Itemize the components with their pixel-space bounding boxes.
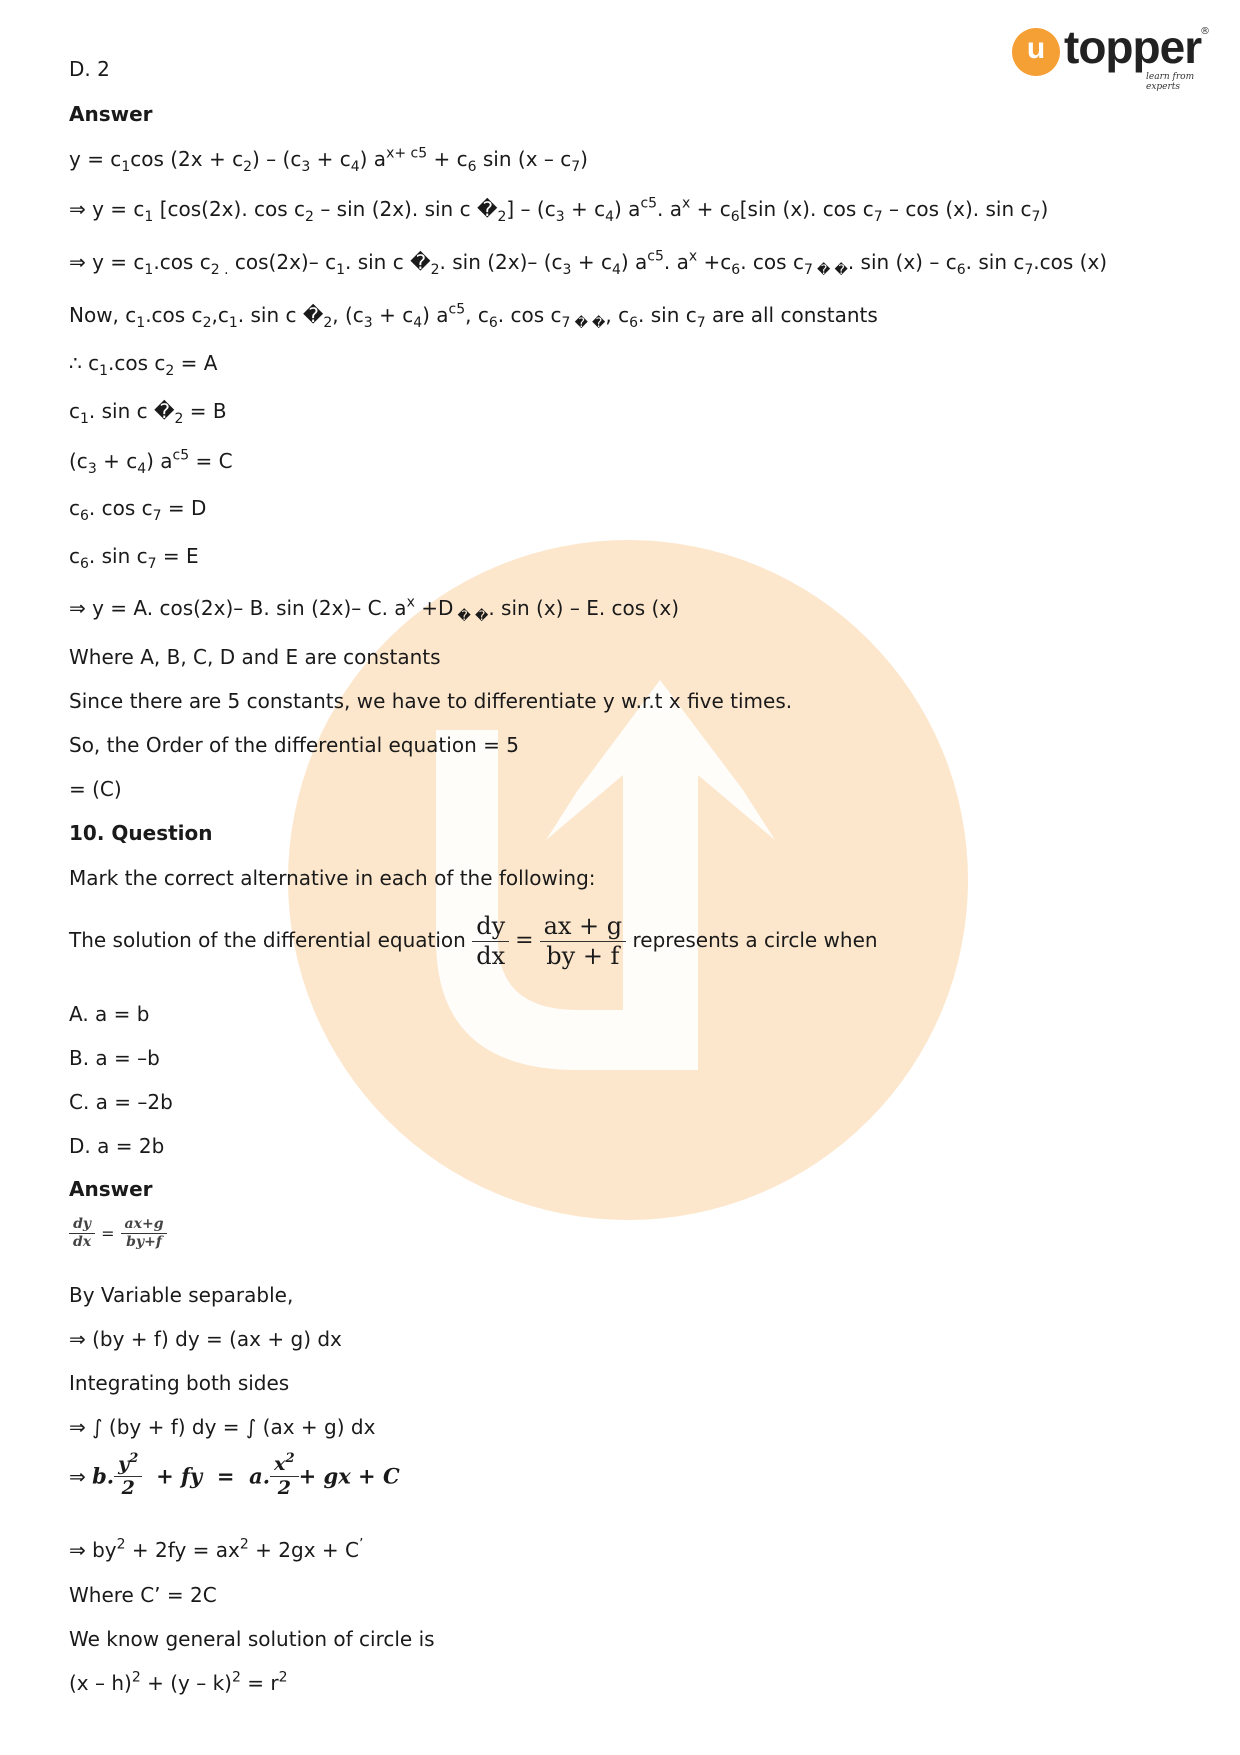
option-a: A. a = b [69, 1002, 150, 1026]
step-separate: ⇒ (by + f) dy = (ax + g) dx [69, 1327, 342, 1351]
option-d: D. 2 [69, 57, 110, 81]
logo-tagline: learn from experts [1146, 72, 1195, 92]
circle-form: ⇒ $by^2 + 2fy = ax^2 + 2gx + C^’$ [69, 1536, 364, 1562]
circle-equation: $(x - h)^2 + (y - k)^2 = r^2$ [69, 1669, 288, 1695]
define-b: $c_1$. sin c $�_2 = B$ [69, 399, 227, 427]
constants-statement: Now, $c_1.\cos$ $c_2,c_1$. sin c $�_2$, $(c_3 + c_4)$ $a^{c5}$, $c_6$. $\cos c_7$ $_{� �}$, $c_6$. $\sin c_7$ are all constants [69, 301, 878, 332]
integrating-both-sides: Integrating both sides [69, 1371, 290, 1395]
answer-heading: Answer [69, 102, 153, 126]
step-integrated-result: ⇒ b. $\frac{y^2}{2}$ + fy = a. $\frac{x^2}{2}$ + gx + C [69, 1451, 400, 1499]
option-d-2: D. a = 2b [69, 1134, 165, 1158]
where-c-prime: Where C’ = 2C [69, 1583, 217, 1607]
stem-text-a: The solution of the differential equation [69, 927, 466, 952]
define-e: $c_6$. $\sin c_7 = E$ [69, 544, 199, 572]
fraction-dy-dx: $\frac{dy}{dx}$ [472, 912, 509, 971]
small-fraction-equation: $\frac{dy}{dx}$ = $\frac{ax+g}{by+f}$ [69, 1216, 167, 1251]
answer-choice: = (C) [69, 777, 122, 801]
option-b: B. a = –b [69, 1046, 160, 1070]
logo-wordmark: topper [1064, 21, 1202, 73]
equation-y: $y = c_1\cos$ $(2x + c_2) - (c_3 + c_4)$ $a^{x+ c5} + c_6$ $\sin (x - c_7)$ [69, 145, 588, 175]
equation-expand-2: ⇒ $y = c_1.\cos$ $c_{2 .}$ cos(2x)– $c_1$. sin c $�_2$. sin (2x)– $(c_3 + c_4)$ $a^{c5}$. $a^x +c_6$. $\cos c_7$ $_{� �}$. $\sin (x) - c_6$. $\sin c_7.\cos$ (x) [69, 248, 1108, 279]
define-d: $c_6$. $\cos c_7 = D$ [69, 496, 207, 524]
general-solution-text: We know general solution of circle is [69, 1627, 435, 1651]
fraction-x2-2: $\frac{x^2}{2}$ [270, 1453, 299, 1500]
fraction-axg-byf: $\frac{ax + g}{by + f}$ [540, 912, 627, 971]
fraction-y2-2: $\frac{y^2}{2}$ [114, 1453, 142, 1500]
small-fraction-axg-byf: $\frac{ax+g}{by+f}$ [121, 1216, 168, 1251]
question-10-title: 10. Question [69, 821, 213, 845]
since-constants: Since there are 5 constants, we have to differentiate y w.r.t x five times. [69, 689, 793, 713]
answer-heading-2: Answer [69, 1177, 153, 1201]
define-a: ∴ $c_1.\cos$ $c_2 = A$ [69, 351, 218, 379]
question-10-prompt: Mark the correct alternative in each of the following: [69, 866, 596, 890]
where-constants: Where A, B, C, D and E are constants [69, 645, 441, 669]
logo-mark-icon: u [1012, 28, 1060, 76]
topper-logo[interactable] [1012, 21, 1212, 92]
stem-text-b: represents a circle when [632, 927, 878, 952]
registered-mark: ® [1200, 26, 1210, 37]
question-10-stem: The solution of the differential equation $\frac{dy}{dx}$ = $\frac{ax + g}{by + f}$ represents a circle when [69, 912, 878, 970]
step-integral: ⇒ ∫ (by + f) dy = ∫ (ax + g) dx [69, 1415, 376, 1439]
variable-separable: By Variable separable, [69, 1283, 294, 1307]
order-statement: So, the Order of the differential equation = 5 [69, 733, 519, 757]
equation-final-y: ⇒ y = A. cos(2x)– B. sin (2x)– C. $a^x +D$ $_{� �}$. sin (x) – E. cos (x) [69, 594, 679, 625]
define-c: $(c_3 + c_4) a^{c5} = C$ [69, 447, 233, 477]
equation-expand-1: ⇒ $y = c_1$ [cos(2x). $\cos c_2$ – sin (2x). sin c $�_2] - (c_3 + c_4)$ $a^{c5}$. $a^x + c_6[\sin$ (x). $\cos c_7$ – cos (x). $\sin c_7$) [69, 195, 1049, 225]
small-fraction-dy-dx: $\frac{dy}{dx}$ [69, 1216, 95, 1251]
option-c: C. a = –2b [69, 1090, 173, 1114]
